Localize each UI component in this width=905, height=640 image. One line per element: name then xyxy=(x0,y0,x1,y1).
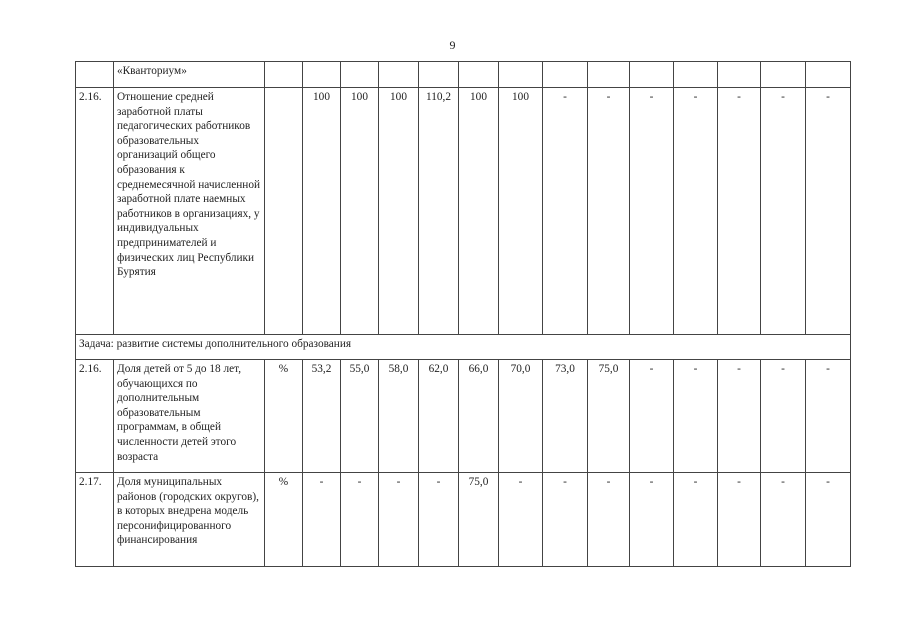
cell-value: 53,2 xyxy=(303,360,341,473)
cell-value: - xyxy=(588,473,630,567)
task-heading: Задача: развитие системы дополнительного образования xyxy=(76,335,851,360)
cell-value: - xyxy=(761,360,806,473)
cell-value: - xyxy=(806,88,851,335)
table-row-task xyxy=(76,335,851,360)
cell-value: 100 xyxy=(459,88,499,335)
cell-value: - xyxy=(718,360,761,473)
cell-value: 100 xyxy=(499,88,543,335)
cell-indicator-name: Отношение средней заработной платы педагогических работников образовательных организаций общего образования к среднемесячной начисленной заработной плате наемных работников в организациях, у индивидуальных предпринимателей и физических лиц Республики Бурятия xyxy=(114,88,265,335)
cell-value: - xyxy=(543,88,588,335)
cell-value: 100 xyxy=(379,88,419,335)
cell-value xyxy=(303,62,341,88)
cell-value: - xyxy=(499,473,543,567)
cell-value xyxy=(419,62,459,88)
cell-num: 2.17. xyxy=(76,473,114,567)
table-row-2-16-salary xyxy=(76,88,851,335)
cell-value xyxy=(674,62,718,88)
cell-value: - xyxy=(674,88,718,335)
cell-indicator-name: Доля детей от 5 до 18 лет, обучающихся по дополнительным образовательным программам, в общей численности детей этого возраста xyxy=(114,360,265,473)
table-row-kvantorium xyxy=(76,62,851,88)
cell-num xyxy=(76,62,114,88)
indicators-table xyxy=(75,61,851,567)
page-number: 9 xyxy=(449,38,456,52)
cell-value: - xyxy=(761,88,806,335)
cell-value xyxy=(588,62,630,88)
cell-value: 55,0 xyxy=(341,360,379,473)
cell-unit: % xyxy=(265,473,303,567)
cell-value: 58,0 xyxy=(379,360,419,473)
cell-value xyxy=(341,62,379,88)
cell-indicator-name: Доля муниципальных районов (городских округов), в которых внедрена модель персонифицированного финансирования xyxy=(114,473,265,567)
cell-value: - xyxy=(674,360,718,473)
table-row-2-16-children-share xyxy=(76,360,851,473)
cell-value: - xyxy=(806,360,851,473)
cell-value xyxy=(543,62,588,88)
cell-value xyxy=(630,62,674,88)
cell-value: 75,0 xyxy=(459,473,499,567)
cell-value: - xyxy=(674,473,718,567)
cell-value: - xyxy=(630,473,674,567)
cell-value: - xyxy=(806,473,851,567)
cell-value xyxy=(379,62,419,88)
cell-value xyxy=(499,62,543,88)
cell-unit xyxy=(265,88,303,335)
cell-value: - xyxy=(379,473,419,567)
table-row-2-17-personified-financing xyxy=(76,473,851,567)
cell-num: 2.16. xyxy=(76,88,114,335)
cell-value xyxy=(761,62,806,88)
cell-value xyxy=(806,62,851,88)
cell-value: 75,0 xyxy=(588,360,630,473)
cell-value: - xyxy=(303,473,341,567)
cell-value: - xyxy=(630,88,674,335)
cell-value: 73,0 xyxy=(543,360,588,473)
cell-value: - xyxy=(761,473,806,567)
cell-value: 100 xyxy=(341,88,379,335)
cell-value xyxy=(718,62,761,88)
cell-value: - xyxy=(588,88,630,335)
cell-value: - xyxy=(419,473,459,567)
cell-value: - xyxy=(543,473,588,567)
cell-value: 62,0 xyxy=(419,360,459,473)
cell-unit: % xyxy=(265,360,303,473)
cell-value: 110,2 xyxy=(419,88,459,335)
cell-value: 70,0 xyxy=(499,360,543,473)
cell-indicator-name: «Кванториум» xyxy=(114,62,265,88)
cell-value: - xyxy=(718,88,761,335)
cell-value: - xyxy=(341,473,379,567)
cell-num: 2.16. xyxy=(76,360,114,473)
cell-unit xyxy=(265,62,303,88)
cell-value: 100 xyxy=(303,88,341,335)
cell-value: 66,0 xyxy=(459,360,499,473)
cell-value: - xyxy=(630,360,674,473)
cell-value: - xyxy=(718,473,761,567)
cell-value xyxy=(459,62,499,88)
